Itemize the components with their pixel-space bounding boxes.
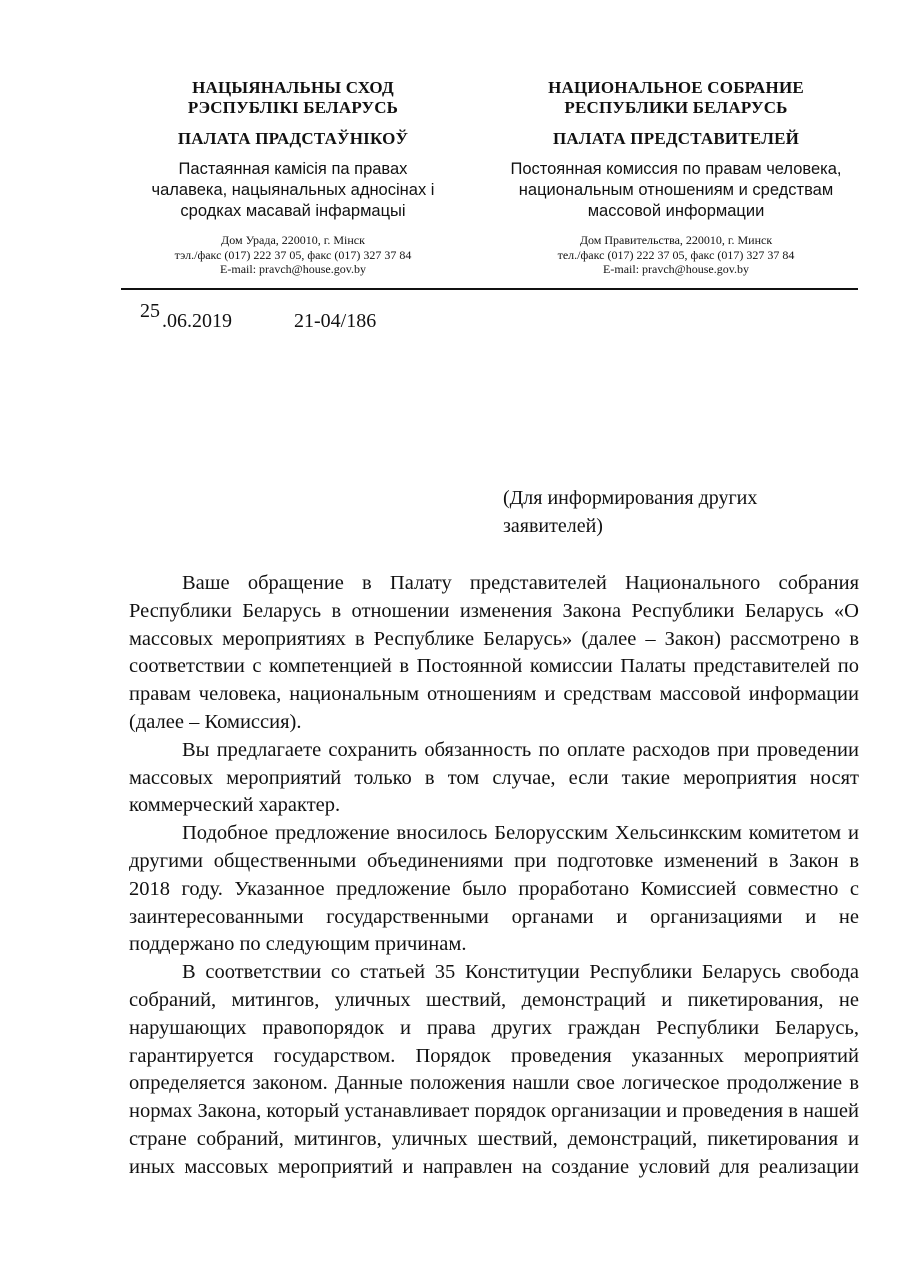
commission-line2-by: чалавека, нацыянальных адносінах і — [151, 181, 435, 199]
body-paragraph: В соответствии со статьей 35 Конституции Республики Беларусь свобода собраний, митингов, уличных шествий, демонстраций и пикетирования, не нарушающих правопорядок и права других граждан Республики Беларусь, гарантируется государством. Порядок проведения указанных мероприятий определяется законом. Данные положения нашли свое логическое продолжение в нормах Закона, который устанавливает порядок организации и проведения в нашей стране собраний, митингов, уличных шествий, демонстраций, пикетирования и иных массовых мероприятий и направлен на создание условий для реализации — [129, 961, 859, 1178]
commission-name-ru — [488, 159, 864, 222]
letter-body — [129, 570, 859, 1182]
body-paragraph: Вы предлагаете сохранить обязанность по оплате расходов при проведении массовых мероприятий только в том случае, если такие мероприятия носят коммерческий характер. — [129, 738, 859, 817]
email-by: E-mail: pravch@house.gov.by — [220, 262, 366, 276]
commission-name-by — [128, 159, 458, 222]
body-paragraph: Ваше обращение в Палату представителей Национального собрания Республики Беларусь в отношении изменения Закона Республики Беларусь «О массовых мероприятиях в Республике Беларусь» (далее – Закон) рассмотрено в соответствии с компетенцией в Постоянной комиссии Палаты представителей по правам человека, национальным отношениям и средствам массовой информации (далее – Комиссия). — [129, 572, 859, 733]
org-name-line2-by: РЭСПУБЛІКІ БЕЛАРУСЬ — [187, 98, 399, 117]
org-name-line2-ru: РЕСПУБЛИКИ БЕЛАРУСЬ — [564, 98, 788, 117]
date-month-year: .06.2019 — [162, 310, 232, 332]
org-name-line1-ru: НАЦИОНАЛЬНОЕ СОБРАНИЕ — [548, 78, 804, 97]
letterhead-belarusian — [128, 78, 458, 277]
commission-line3-ru: массовой информации — [587, 202, 765, 220]
chamber-name-by: ПАЛАТА ПРАДСТАЎНІКОЎ — [177, 129, 409, 148]
commission-line1-ru: Постоянная комиссия по правам человека, — [510, 160, 842, 178]
commission-line2-ru: национальным отношениям и средствам — [518, 181, 834, 199]
date-day: 25 — [140, 300, 160, 322]
registration-number: 21-04/186 — [294, 310, 377, 332]
chamber-name-ru: ПАЛАТА ПРЕДСТАВИТЕЛЕЙ — [552, 129, 800, 148]
phone-by: тэл./факс (017) 222 37 05, факс (017) 327 37 84 — [174, 247, 412, 262]
org-name-line1-by: НАЦЫЯНАЛЬНЫ СХОД — [192, 78, 394, 97]
email-ru: E-mail: pravch@house.gov.by — [603, 262, 749, 276]
address-ru: Дом Правительства, 220010, г. Минск — [579, 233, 773, 247]
commission-line1-by: Пастаянная камісія па правах — [178, 160, 408, 178]
letterhead-russian — [488, 78, 864, 277]
addressee-note: (Для информирования других заявителей) — [503, 487, 758, 537]
letterhead-divider — [121, 288, 858, 290]
contacts-ru — [488, 233, 864, 277]
address-by: Дом Урада, 220010, г. Мінск — [221, 233, 365, 247]
contacts-by — [128, 233, 458, 277]
phone-ru: тел./факс (017) 222 37 05, факс (017) 327 37 84 — [557, 247, 795, 262]
body-paragraph: Подобное предложение вносилось Белорусским Хельсинкским комитетом и другими общественными объединениями при подготовке изменений в Закон в 2018 году. Указанное предложение было проработано Комиссией совместно с заинтересованными государственными органами и организациями и не поддержано по следующим причинам. — [129, 822, 859, 956]
commission-line3-by: сродках масавай інфармацыі — [180, 202, 406, 220]
